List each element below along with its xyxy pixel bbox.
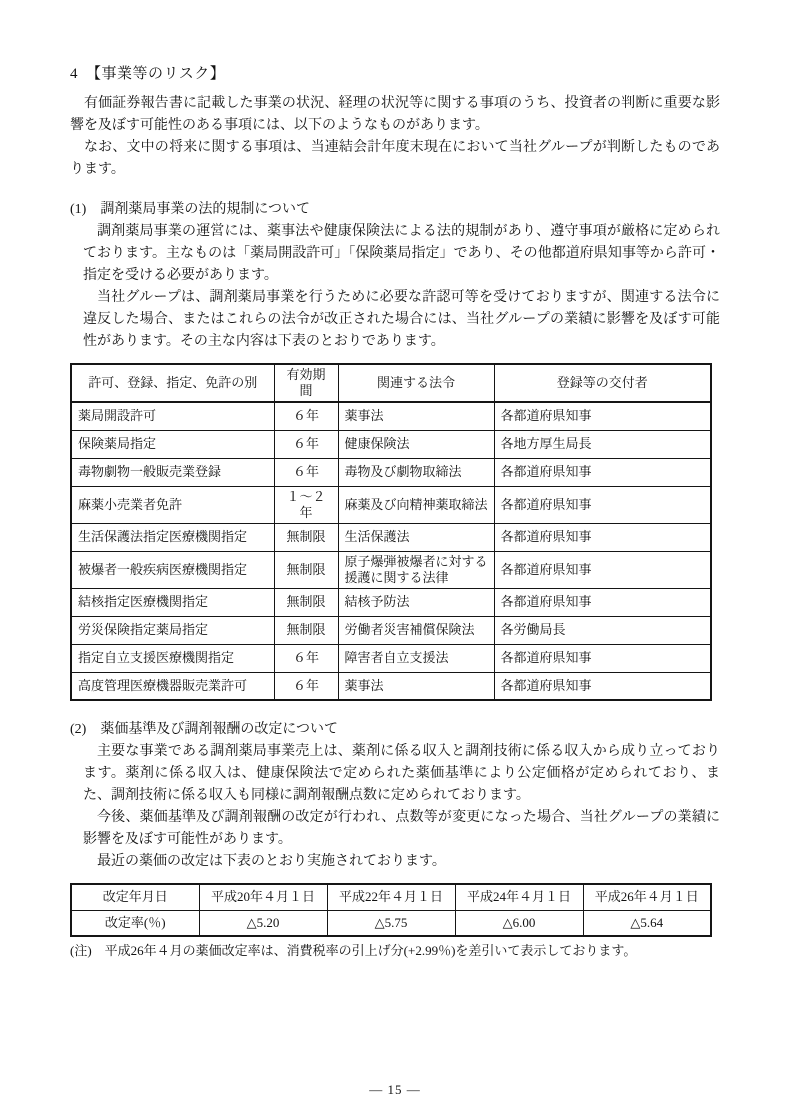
cell-permit-type: 毒物劇物一般販売業登録 bbox=[71, 458, 274, 486]
cell-issuer: 各労働局長 bbox=[494, 616, 711, 644]
section-1-paragraph-2: 当社グループは、調剤薬局事業を行うために必要な許認可等を受けておりますが、関連する法令に違反した場合、またはこれらの法令が改正された場合には、当社グループの業績に影響を及ぼす可能性があります。その主な内容は下表のとおりであります。 bbox=[83, 290, 720, 349]
header-issuer: 登録等の交付者 bbox=[494, 364, 711, 402]
revision-date-label: 改定年月日 bbox=[71, 884, 199, 910]
table-row bbox=[71, 458, 711, 486]
revision-rate-4: △5.64 bbox=[583, 910, 711, 936]
revision-rate-2: △5.75 bbox=[327, 910, 455, 936]
revision-rate-label: 改定率(％) bbox=[71, 910, 199, 936]
intro-block bbox=[70, 93, 720, 181]
cell-issuer: 各地方厚生局長 bbox=[494, 430, 711, 458]
cell-permit-type: 保険薬局指定 bbox=[71, 430, 274, 458]
revision-date-4: 平成26年４月１日 bbox=[583, 884, 711, 910]
cell-related-law: 健康保険法 bbox=[338, 430, 494, 458]
cell-permit-type: 被爆者一般疾病医療機関指定 bbox=[71, 551, 274, 588]
page-number: ― 15 ― bbox=[369, 1082, 421, 1097]
cell-permit-type: 労災保険指定薬局指定 bbox=[71, 616, 274, 644]
cell-validity-period: ６年 bbox=[274, 430, 338, 458]
cell-related-law: 原子爆弾被爆者に対する援護に関する法律 bbox=[338, 551, 494, 588]
section-2-heading: (2) 薬価基準及び調剤報酬の改定について bbox=[70, 722, 339, 737]
cell-permit-type: 麻薬小売業者免許 bbox=[71, 486, 274, 523]
cell-validity-period: 無制限 bbox=[274, 616, 338, 644]
table-row bbox=[71, 523, 711, 551]
table-row bbox=[71, 644, 711, 672]
regulation-table-header bbox=[71, 364, 711, 402]
cell-related-law: 労働者災害補償保険法 bbox=[338, 616, 494, 644]
revision-table bbox=[70, 883, 712, 937]
table-header-row bbox=[71, 364, 711, 402]
cell-related-law: 薬事法 bbox=[338, 402, 494, 430]
cell-issuer: 各都道府県知事 bbox=[494, 644, 711, 672]
cell-related-law: 障害者自立支援法 bbox=[338, 644, 494, 672]
table-row bbox=[71, 486, 711, 523]
section-1-paragraph-1: 調剤薬局事業の運営には、薬事法や健康保険法による法的規制があり、遵守事項が厳格に定められております。主なものは「薬局開設許可」「保険薬局指定」であり、その他都道府県知事等から許可・指定を受ける必要があります。 bbox=[83, 224, 720, 283]
cell-permit-type: 生活保護法指定医療機関指定 bbox=[71, 523, 274, 551]
section-2-paragraph-2: 今後、薬価基準及び調剤報酬の改定が行われ、点数等が変更になった場合、当社グループの業績に影響を及ぼす可能性があります。 bbox=[83, 810, 720, 847]
regulation-table-body bbox=[71, 402, 711, 700]
revision-rate-row bbox=[71, 910, 711, 936]
cell-validity-period: ６年 bbox=[274, 458, 338, 486]
cell-related-law: 毒物及び劇物取締法 bbox=[338, 458, 494, 486]
table-row bbox=[71, 616, 711, 644]
cell-permit-type: 高度管理医療機器販売業許可 bbox=[71, 672, 274, 700]
cell-related-law: 結核予防法 bbox=[338, 588, 494, 616]
section-2-paragraph-1: 主要な事業である調剤薬局事業売上は、薬剤に係る収入と調剤技術に係る収入から成り立っております。薬剤に係る収入は、健康保険法で定められた薬価基準により公定価格が定められており、また、調剤技術に係る収入も同様に調剤報酬点数に定められております。 bbox=[83, 744, 720, 803]
cell-issuer: 各都道府県知事 bbox=[494, 402, 711, 430]
cell-issuer: 各都道府県知事 bbox=[494, 551, 711, 588]
cell-permit-type: 結核指定医療機関指定 bbox=[71, 588, 274, 616]
header-permit-type: 許可、登録、指定、免許の別 bbox=[71, 364, 274, 402]
section-1-heading: (1) 調剤薬局事業の法的規制について bbox=[70, 202, 311, 217]
revision-note: (注) 平成26年４月の薬価改定率は、消費税率の引上げ分(+2.99％)を差引いて表示しております。 bbox=[70, 943, 637, 958]
intro-paragraph-1: 有価証券報告書に記載した事業の状況、経理の状況等に関する事項のうち、投資者の判断に重要な影響を及ぼす可能性のある事項には、以下のようなものがあります。 bbox=[70, 96, 720, 133]
cell-permit-type: 指定自立支援医療機関指定 bbox=[71, 644, 274, 672]
cell-issuer: 各都道府県知事 bbox=[494, 672, 711, 700]
revision-date-row bbox=[71, 884, 711, 910]
revision-rate-3: △6.00 bbox=[455, 910, 583, 936]
header-related-law: 関連する法令 bbox=[338, 364, 494, 402]
cell-validity-period: １～２年 bbox=[274, 486, 338, 523]
table-row bbox=[71, 402, 711, 430]
table-row bbox=[71, 551, 711, 588]
section-2-body bbox=[83, 741, 720, 873]
table-row bbox=[71, 588, 711, 616]
intro-paragraph-2: なお、文中の将来に関する事項は、当連結会計年度末現在において当社グループが判断したものであります。 bbox=[70, 140, 720, 177]
table-row bbox=[71, 672, 711, 700]
regulation-table bbox=[70, 363, 712, 701]
revision-date-3: 平成24年４月１日 bbox=[455, 884, 583, 910]
section-2-paragraph-3: 最近の薬価の改定は下表のとおり実施されております。 bbox=[97, 854, 446, 869]
revision-rate-1: △5.20 bbox=[199, 910, 327, 936]
revision-date-2: 平成22年４月１日 bbox=[327, 884, 455, 910]
cell-issuer: 各都道府県知事 bbox=[494, 523, 711, 551]
cell-issuer: 各都道府県知事 bbox=[494, 588, 711, 616]
table-row bbox=[71, 430, 711, 458]
cell-validity-period: 無制限 bbox=[274, 588, 338, 616]
cell-validity-period: ６年 bbox=[274, 644, 338, 672]
cell-related-law: 薬事法 bbox=[338, 672, 494, 700]
revision-date-1: 平成20年４月１日 bbox=[199, 884, 327, 910]
cell-validity-period: ６年 bbox=[274, 672, 338, 700]
cell-related-law: 生活保護法 bbox=[338, 523, 494, 551]
page-title: 4 【事業等のリスク】 bbox=[70, 66, 226, 82]
cell-related-law: 麻薬及び向精神薬取締法 bbox=[338, 486, 494, 523]
section-legal-regulation bbox=[70, 199, 720, 701]
header-validity-period: 有効期間 bbox=[274, 364, 338, 402]
cell-validity-period: ６年 bbox=[274, 402, 338, 430]
cell-validity-period: 無制限 bbox=[274, 523, 338, 551]
cell-issuer: 各都道府県知事 bbox=[494, 458, 711, 486]
cell-permit-type: 薬局開設許可 bbox=[71, 402, 274, 430]
section-1-body bbox=[83, 221, 720, 353]
section-price-revision bbox=[70, 719, 720, 961]
cell-validity-period: 無制限 bbox=[274, 551, 338, 588]
cell-issuer: 各都道府県知事 bbox=[494, 486, 711, 523]
